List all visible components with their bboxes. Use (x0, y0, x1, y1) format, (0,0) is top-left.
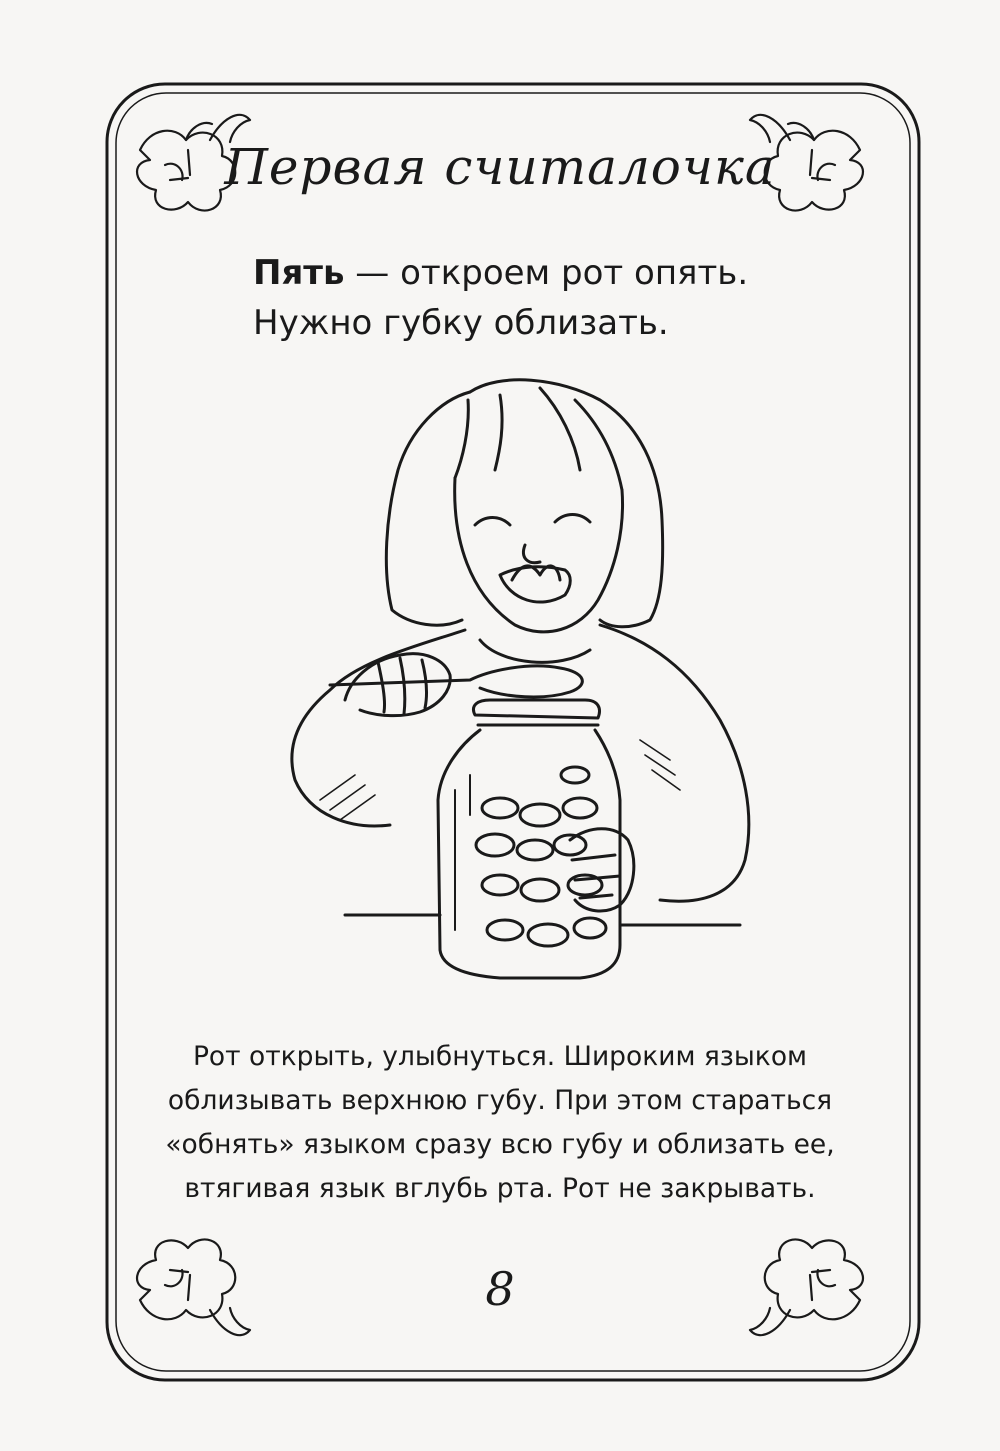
child-licking-lip-with-spoon-and-jar-illustration (270, 370, 760, 990)
instruction-line: Рот открыть, улыбнуться. Широким языком (192, 1041, 808, 1072)
rhyme-keyword: Пять (253, 253, 345, 293)
instruction-line: «обнять» языком сразу всю губу и облизать ее, (165, 1129, 835, 1160)
instruction-line: втягивая язык вглубь рта. Рот не закрывать. (184, 1173, 816, 1204)
page-title: Первая считалочка (224, 138, 776, 196)
exercise-instructions (140, 1035, 860, 1211)
page-number: 8 (485, 1262, 515, 1316)
rhyme-line-1 (253, 248, 873, 298)
counting-rhyme (253, 248, 873, 348)
instruction-line: облизывать верхнюю губу. При этом стараться (167, 1085, 833, 1116)
rhyme-line-1-text: — откроем рот опять. (344, 253, 749, 293)
rhyme-line-2: Нужно губку облизать. (253, 303, 669, 343)
